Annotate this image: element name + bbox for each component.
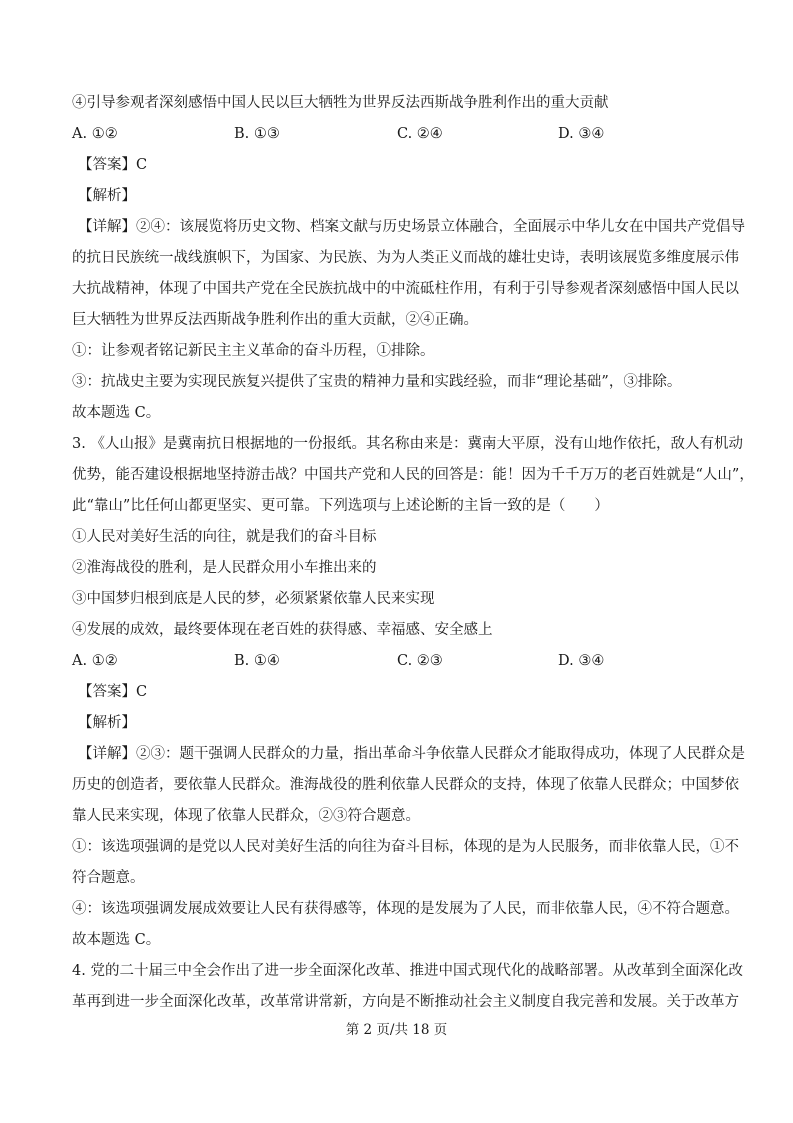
page-number: 第 2 页/共 18 页 [345, 1022, 448, 1038]
q2-detail-line: ③：抗战史主要为实现民族复兴提供了宝贵的精神力量和实践经验，而非“理论基础”，③排除。 [72, 374, 682, 390]
q2-option-a: A. ①② [72, 126, 118, 142]
q3-option-d: D. ③④ [558, 653, 605, 669]
q2-answer: 【答案】C [78, 157, 148, 173]
q3-statement-3: ③中国梦归根到底是人民的梦，必须紧紧依靠人民来实现 [72, 591, 435, 607]
q3-detail-line: ①：该选项强调的是党以人民对美好生活的向往为奋斗目标，体现的是为人民服务，而非依靠人民，①不 [72, 839, 739, 855]
q2-detail-line: 大抗战精神，体现了中国共产党在全民族抗战中的中流砥柱作用，有利于引导参观者深刻感悟中国人民以 [72, 281, 739, 297]
q3-option-c: C. ②③ [397, 653, 443, 669]
q3-detail-line: ④：该选项强调发展成效要让人民有获得感等，体现的是发展为了人民，而非依靠人民，④不符合题意。 [72, 901, 739, 917]
q2-detail-line: 故本题选 C。 [72, 405, 161, 421]
q2-statement-4: ④引导参观者深刻感悟中国人民以巨大牺牲为世界反法西斯战争胜利作出的重大贡献 [72, 95, 609, 111]
q3-statement-1: ①人民对美好生活的向往，就是我们的奋斗目标 [72, 529, 377, 545]
q3-detail-line: 历史的创造者，要依靠人民群众。淮海战役的胜利依靠人民群众的支持，体现了依靠人民群众；中国梦依 [72, 777, 739, 793]
q2-option-c: C. ②④ [397, 126, 443, 142]
q4-stem-line: 革再到进一步全面深化改革，改革常讲常新，方向是不断推动社会主义制度自我完善和发展。关于改革方 [72, 994, 739, 1010]
q3-analysis-label: 【解析】 [78, 715, 136, 731]
q3-detail-line: 【详解】②③：题干强调人民群众的力量，指出革命斗争依靠人民群众才能取得成功，体现了人民群众是 [78, 746, 745, 762]
q3-option-b: B. ①④ [234, 653, 280, 669]
q2-detail-line: 【详解】②④：该展览将历史文物、档案文献与历史场景立体融合，全面展示中华儿女在中国共产党倡导 [78, 219, 745, 235]
q2-option-b: B. ①③ [234, 126, 280, 142]
q4-stem-line: 4. 党的二十届三中全会作出了进一步全面深化改革、推进中国式现代化的战略部署。从改革到全面深化改 [72, 963, 743, 979]
q2-option-d: D. ③④ [558, 126, 605, 142]
q3-statement-4: ④发展的成效，最终要体现在老百姓的获得感、幸福感、安全感上 [72, 622, 493, 638]
q3-statement-2: ②淮海战役的胜利，是人民群众用小车推出来的 [72, 560, 377, 576]
q2-analysis-label: 【解析】 [78, 188, 136, 204]
q3-stem-line: 优势，能否建设根据地坚持游击战？中国共产党和人民的回答是：能！因为千千万万的老百姓就是“人山”， [72, 467, 754, 483]
q2-detail-line: ①：让参观者铭记新民主主义革命的奋斗历程，①排除。 [72, 343, 435, 359]
q2-detail-line: 巨大牺牲为世界反法西斯战争胜利作出的重大贡献，②④正确。 [72, 312, 478, 328]
q2-detail-line: 的抗日民族统一战线旗帜下，为国家、为民族、为为人类正义而战的雄壮史诗，表明该展览多维度展示伟 [72, 250, 739, 266]
q3-stem-line: 3. 《人山报》是冀南抗日根据地的一份报纸。其名称由来是：冀南大平原，没有山地作依托，敌人有机动 [72, 436, 743, 452]
q3-option-a: A. ①② [72, 653, 118, 669]
q3-options [72, 646, 732, 677]
q2-options [72, 119, 732, 150]
q3-stem-line: 此“靠山”比任何山都更坚实、更可靠。下列选项与上述论断的主旨一致的是（ ） [72, 498, 609, 514]
page-content [72, 88, 754, 1018]
q3-detail-line: 靠人民来实现，体现了依靠人民群众，②③符合题意。 [72, 808, 420, 824]
q3-detail-line: 故本题选 C。 [72, 932, 161, 948]
q3-answer: 【答案】C [78, 684, 148, 700]
q3-detail-line: 符合题意。 [72, 870, 145, 886]
